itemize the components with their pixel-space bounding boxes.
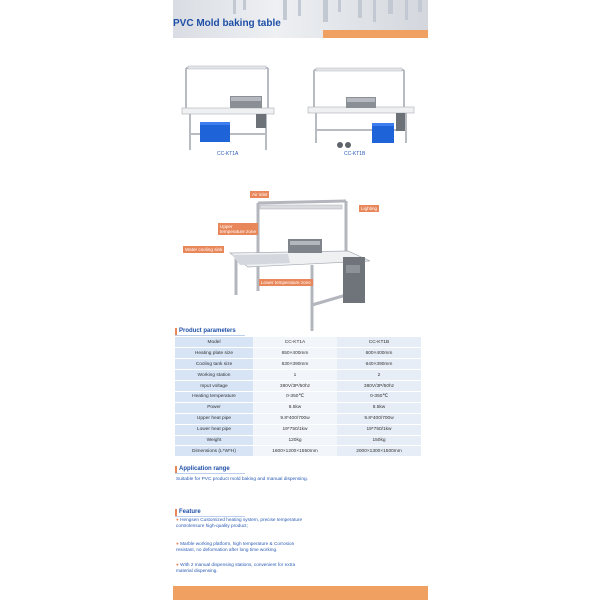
kt1b-value-cell: 640×390mm: [337, 359, 421, 370]
param-name-cell: Working station: [175, 370, 253, 381]
label-upper-temperature-zone: [218, 223, 258, 235]
table-row: [175, 424, 421, 435]
kt1b-value-cell: 9.8*400/700w: [337, 413, 421, 424]
kt1a-value-cell: 19*750/1kw: [253, 424, 337, 435]
kt1b-value-cell: 0-350℃: [337, 391, 421, 402]
label-upper-line1: Upper: [220, 223, 233, 229]
label-upper-line2: temperature zone: [220, 229, 257, 234]
feature-item: [176, 541, 416, 553]
section-title: Application range: [179, 466, 230, 472]
kt1a-value-cell: 1: [253, 370, 337, 381]
param-name-cell: Cooling tank size: [175, 359, 253, 370]
kt1a-value-cell: 9.8*400/700w: [253, 413, 337, 424]
kt1a-value-cell: 0-350℃: [253, 391, 337, 402]
kt1a-value-cell: 650×400mm: [253, 348, 337, 359]
feature-line: controlensure high-quality product;: [176, 523, 248, 528]
kt1b-value-cell: 19*750/1kw: [337, 424, 421, 435]
feature-text: Hengsen Customized heating system, precise temperature: [180, 517, 303, 522]
kt1b-value-cell: 380V/3P/50hz: [337, 381, 421, 392]
section-feature: [175, 508, 201, 516]
section-marker: [175, 328, 177, 335]
table-row: [175, 402, 421, 413]
bullet-icon: ●: [176, 517, 179, 522]
label-lower-temperature-zone: Lower temperature zone: [261, 280, 311, 285]
section-underline: [175, 335, 245, 336]
table-row: [175, 348, 421, 359]
kt1b-value-cell: CC-KT1B: [337, 337, 421, 348]
param-name-cell: Heating plate size: [175, 348, 253, 359]
label-air-inlet: Air inlet: [252, 192, 268, 197]
kt1b-value-cell: 8.5kw: [337, 402, 421, 413]
table-row: [175, 359, 421, 370]
feature-line: material dispensing.: [176, 568, 218, 573]
table-row: [175, 381, 421, 392]
bullet-icon: ●: [176, 562, 179, 567]
footer-bar: [173, 586, 428, 600]
table-row: [175, 337, 421, 348]
section-marker: [175, 509, 177, 516]
section-marker: [175, 466, 177, 473]
param-name-cell: Heating temperature: [175, 391, 253, 402]
kt1a-value-cell: 8.5kw: [253, 402, 337, 413]
table-row: [175, 435, 421, 446]
section-title: Feature: [179, 509, 201, 515]
kt1b-value-cell: 600×400mm: [337, 348, 421, 359]
table-row: [175, 446, 421, 457]
page-title: PVC Mold baking table: [173, 18, 281, 29]
kt1b-value-cell: 2000×1300×1500mm: [337, 446, 421, 457]
kt1a-value-cell: 630×390mm: [253, 359, 337, 370]
table-row: [175, 370, 421, 381]
product-diagram: [228, 195, 373, 335]
param-name-cell: Dimensions (L*W*H): [175, 446, 253, 457]
table-row: [175, 413, 421, 424]
param-name-cell: Power: [175, 402, 253, 413]
header-banner: [173, 0, 428, 38]
kt1a-value-cell: 380V/3P/50hz: [253, 381, 337, 392]
table-row: [175, 391, 421, 402]
bullet-icon: ●: [176, 541, 179, 546]
kt1a-value-cell: 1600×1200×1550mm: [253, 446, 337, 457]
feature-text: Marble working platform, high temperature & Corrosion: [180, 541, 295, 546]
param-name-cell: Input voltage: [175, 381, 253, 392]
kt1b-value-cell: 2: [337, 370, 421, 381]
section-title: Product parameters: [179, 328, 236, 334]
kt1a-value-cell: 120kg: [253, 435, 337, 446]
banner-accent-bar: [323, 30, 428, 38]
label-water-cooling-sink: Water cooling sink: [185, 247, 223, 252]
param-name-cell: Lower heat pipe: [175, 424, 253, 435]
content-column: [173, 0, 428, 600]
feature-item: [176, 562, 416, 574]
kt1a-value-cell: CC-KT1A: [253, 337, 337, 348]
feature-line: resistant, no deformation after long time working.: [176, 547, 278, 552]
section-application-range: [175, 465, 230, 473]
feature-item: [176, 517, 416, 529]
product-photo-kt1b: [306, 65, 416, 150]
param-name-cell: Weight: [175, 435, 253, 446]
application-text: Suitable for PVC product mold baking and manual dispensing.: [176, 477, 308, 482]
section-underline: [175, 473, 245, 474]
param-name-cell: Model: [175, 337, 253, 348]
label-lighting: Lighting: [361, 206, 378, 211]
product-photo-kt1a: [178, 62, 278, 152]
feature-text: With 2 manual dispensing stations, convenient for extra: [180, 562, 296, 567]
photo-caption-kt1a: CC-KT1A: [217, 151, 239, 157]
param-name-cell: Upper heat pipe: [175, 413, 253, 424]
params-table: [175, 337, 421, 457]
section-product-parameters: [175, 327, 236, 335]
kt1b-value-cell: 150kg: [337, 435, 421, 446]
photo-caption-kt1b: CC-KT1B: [344, 151, 366, 157]
